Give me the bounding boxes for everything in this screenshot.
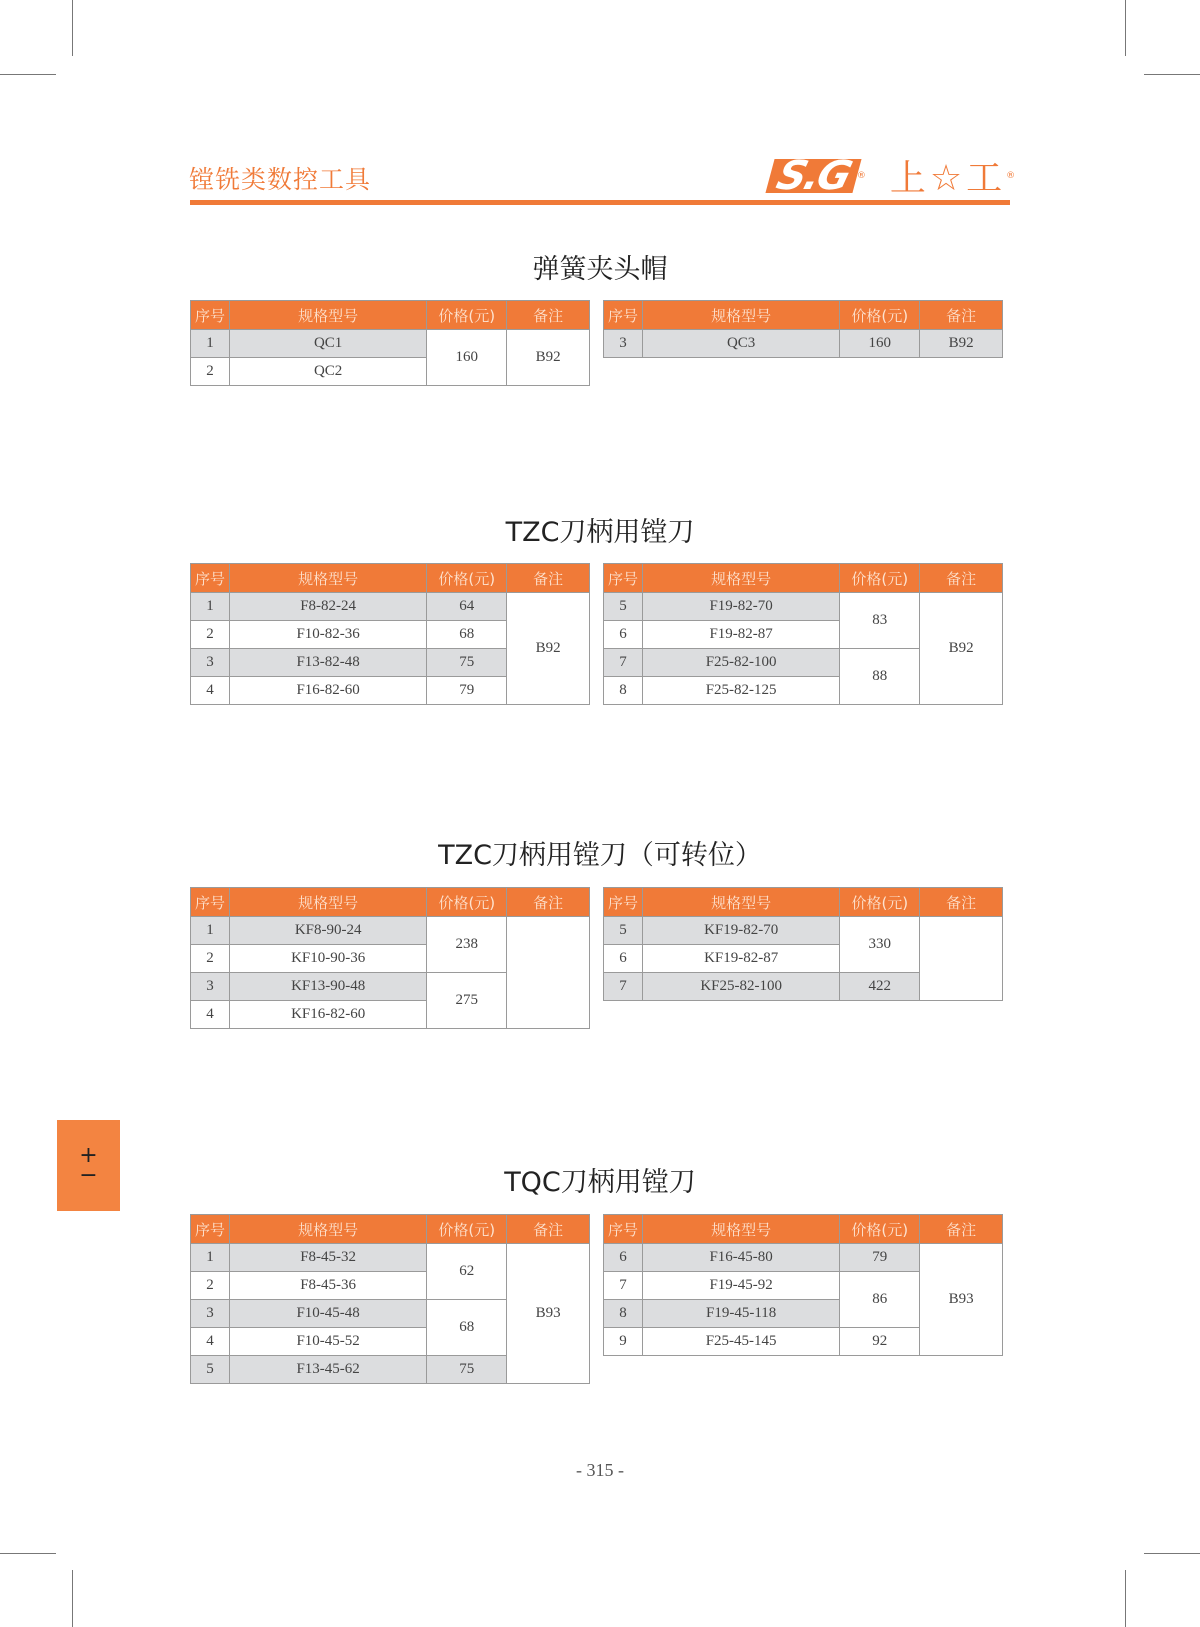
price-cell: 79	[840, 1244, 920, 1272]
column-header: 规格型号	[642, 564, 839, 593]
plus-icon: +	[79, 1143, 98, 1168]
column-header: 备注	[507, 888, 590, 917]
price-table-left	[190, 1214, 590, 1384]
model-cell: F8-45-36	[229, 1272, 426, 1300]
seq-cell: 4	[191, 677, 230, 705]
header-divider	[190, 200, 1010, 205]
seq-cell: 7	[604, 1272, 643, 1300]
model-cell: KF25-82-100	[642, 973, 839, 1001]
column-header: 价格(元)	[840, 301, 920, 330]
seq-cell: 7	[604, 649, 643, 677]
model-cell: F8-45-32	[229, 1244, 426, 1272]
table-header-row	[604, 301, 1003, 330]
brand-logo	[770, 150, 1015, 201]
seq-cell: 3	[604, 330, 643, 358]
logo-chinese: 上☆工	[889, 158, 1007, 199]
model-cell: F16-45-80	[642, 1244, 839, 1272]
column-header: 备注	[507, 564, 590, 593]
seq-cell: 3	[191, 649, 230, 677]
section-title: TQC刀柄用镗刀	[504, 1167, 696, 1198]
column-header: 价格(元)	[840, 888, 920, 917]
model-cell: F19-45-92	[642, 1272, 839, 1300]
column-header: 价格(元)	[427, 301, 507, 330]
model-cell: F16-82-60	[229, 677, 426, 705]
column-header: 价格(元)	[840, 1215, 920, 1244]
logo-registered-mark: ®	[1006, 170, 1016, 181]
column-header: 序号	[191, 888, 230, 917]
seq-cell: 8	[604, 1300, 643, 1328]
model-cell: F8-82-24	[229, 593, 426, 621]
seq-cell: 1	[191, 1244, 230, 1272]
model-cell: KF8-90-24	[229, 917, 426, 945]
seq-cell: 3	[191, 973, 230, 1001]
seq-cell: 6	[604, 621, 643, 649]
price-cell: 275	[427, 973, 507, 1029]
price-cell: 68	[427, 1300, 507, 1356]
page-number: - 315 -	[576, 1460, 624, 1480]
model-cell: QC1	[229, 330, 426, 358]
column-header: 价格(元)	[427, 888, 507, 917]
column-header: 规格型号	[229, 1215, 426, 1244]
crop-mark	[1144, 74, 1200, 75]
remark-cell: B92	[507, 330, 590, 386]
remark-cell: B92	[507, 593, 590, 705]
price-cell: 64	[427, 593, 507, 621]
price-cell: 92	[840, 1328, 920, 1356]
seq-cell: 7	[604, 973, 643, 1001]
price-cell: 75	[427, 1356, 507, 1384]
table-row	[604, 593, 1003, 621]
column-header: 序号	[191, 564, 230, 593]
seq-cell: 1	[191, 917, 230, 945]
model-cell: F25-45-145	[642, 1328, 839, 1356]
price-cell: 238	[427, 917, 507, 973]
price-table-right	[603, 1214, 1003, 1356]
remark-cell: B93	[920, 1244, 1003, 1356]
seq-cell: 6	[604, 1244, 643, 1272]
table-header-row	[191, 1215, 590, 1244]
seq-cell: 2	[191, 621, 230, 649]
crop-mark	[72, 1570, 73, 1627]
column-header: 序号	[604, 888, 643, 917]
remark-cell: B92	[920, 330, 1003, 358]
section-title: TZC刀柄用镗刀（可转位）	[438, 840, 762, 871]
model-cell: KF19-82-70	[642, 917, 839, 945]
price-table-right	[603, 563, 1003, 705]
column-header: 备注	[920, 564, 1003, 593]
price-cell: 79	[427, 677, 507, 705]
crop-mark	[0, 1553, 56, 1554]
table-header-row	[191, 301, 590, 330]
table-header-row	[604, 1215, 1003, 1244]
price-table-right	[603, 887, 1003, 1001]
column-header: 序号	[191, 1215, 230, 1244]
crop-mark	[0, 74, 56, 75]
remark-cell: B92	[920, 593, 1003, 705]
table-header-row	[191, 564, 590, 593]
column-header: 备注	[507, 301, 590, 330]
price-cell: 160	[840, 330, 920, 358]
logo-registered-mark: ®	[856, 170, 866, 181]
table-row	[191, 593, 590, 621]
seq-cell: 2	[191, 358, 230, 386]
table-header-row	[604, 564, 1003, 593]
table-row	[604, 1244, 1003, 1272]
model-cell: QC3	[642, 330, 839, 358]
seq-cell: 5	[604, 917, 643, 945]
column-header: 序号	[604, 564, 643, 593]
minus-icon: −	[79, 1163, 98, 1188]
model-cell: F13-45-62	[229, 1356, 426, 1384]
column-header: 规格型号	[642, 888, 839, 917]
model-cell: F10-82-36	[229, 621, 426, 649]
crop-mark	[1144, 1553, 1200, 1554]
model-cell: F25-82-125	[642, 677, 839, 705]
price-cell: 68	[427, 621, 507, 649]
price-cell: 75	[427, 649, 507, 677]
model-cell: QC2	[229, 358, 426, 386]
column-header: 价格(元)	[427, 1215, 507, 1244]
column-header: 规格型号	[229, 888, 426, 917]
seq-cell: 1	[191, 330, 230, 358]
price-cell: 62	[427, 1244, 507, 1300]
model-cell: KF10-90-36	[229, 945, 426, 973]
model-cell: F19-45-118	[642, 1300, 839, 1328]
model-cell: KF16-82-60	[229, 1001, 426, 1029]
seq-cell: 4	[191, 1328, 230, 1356]
column-header: 规格型号	[642, 301, 839, 330]
column-header: 序号	[604, 301, 643, 330]
section-title: TZC刀柄用镗刀	[505, 517, 695, 548]
model-cell: KF13-90-48	[229, 973, 426, 1001]
column-header: 备注	[920, 301, 1003, 330]
logo-latin: S.G	[765, 159, 861, 193]
seq-cell: 8	[604, 677, 643, 705]
crop-mark	[1125, 1570, 1126, 1627]
crop-mark	[72, 0, 73, 56]
column-header: 备注	[920, 1215, 1003, 1244]
seq-cell: 2	[191, 1272, 230, 1300]
seq-cell: 4	[191, 1001, 230, 1029]
section-title: 弹簧夹头帽	[532, 254, 668, 285]
column-header: 规格型号	[229, 301, 426, 330]
seq-cell: 3	[191, 1300, 230, 1328]
table-row	[604, 330, 1003, 358]
table-row	[604, 917, 1003, 945]
table-row	[191, 1244, 590, 1272]
table-row	[191, 330, 590, 358]
price-cell: 88	[840, 649, 920, 705]
column-header: 备注	[507, 1215, 590, 1244]
model-cell: F10-45-52	[229, 1328, 426, 1356]
crop-mark	[1125, 0, 1126, 56]
price-cell: 422	[840, 973, 920, 1001]
price-cell: 330	[840, 917, 920, 973]
model-cell: F10-45-48	[229, 1300, 426, 1328]
column-header: 规格型号	[229, 564, 426, 593]
price-table-right	[603, 300, 1003, 358]
model-cell: F19-82-87	[642, 621, 839, 649]
seq-cell: 5	[191, 1356, 230, 1384]
price-cell: 86	[840, 1272, 920, 1328]
model-cell: KF19-82-87	[642, 945, 839, 973]
model-cell: F13-82-48	[229, 649, 426, 677]
price-table-left	[190, 563, 590, 705]
price-cell: 83	[840, 593, 920, 649]
seq-cell: 1	[191, 593, 230, 621]
price-cell: 160	[427, 330, 507, 386]
price-table-left	[190, 887, 590, 1029]
column-header: 备注	[920, 888, 1003, 917]
column-header: 价格(元)	[427, 564, 507, 593]
table-row	[191, 917, 590, 945]
column-header: 序号	[191, 301, 230, 330]
seq-cell: 6	[604, 945, 643, 973]
column-header: 序号	[604, 1215, 643, 1244]
remark-cell	[920, 917, 1003, 1001]
remark-cell: B93	[507, 1244, 590, 1384]
seq-cell: 5	[604, 593, 643, 621]
model-cell: F25-82-100	[642, 649, 839, 677]
column-header: 规格型号	[642, 1215, 839, 1244]
price-table-left	[190, 300, 590, 386]
model-cell: F19-82-70	[642, 593, 839, 621]
table-header-row	[191, 888, 590, 917]
seq-cell: 9	[604, 1328, 643, 1356]
table-header-row	[604, 888, 1003, 917]
remark-cell	[507, 917, 590, 1029]
column-header: 价格(元)	[840, 564, 920, 593]
seq-cell: 2	[191, 945, 230, 973]
header-title: 镗铣类数控工具	[189, 165, 372, 194]
side-section-tab[interactable]	[57, 1120, 120, 1211]
